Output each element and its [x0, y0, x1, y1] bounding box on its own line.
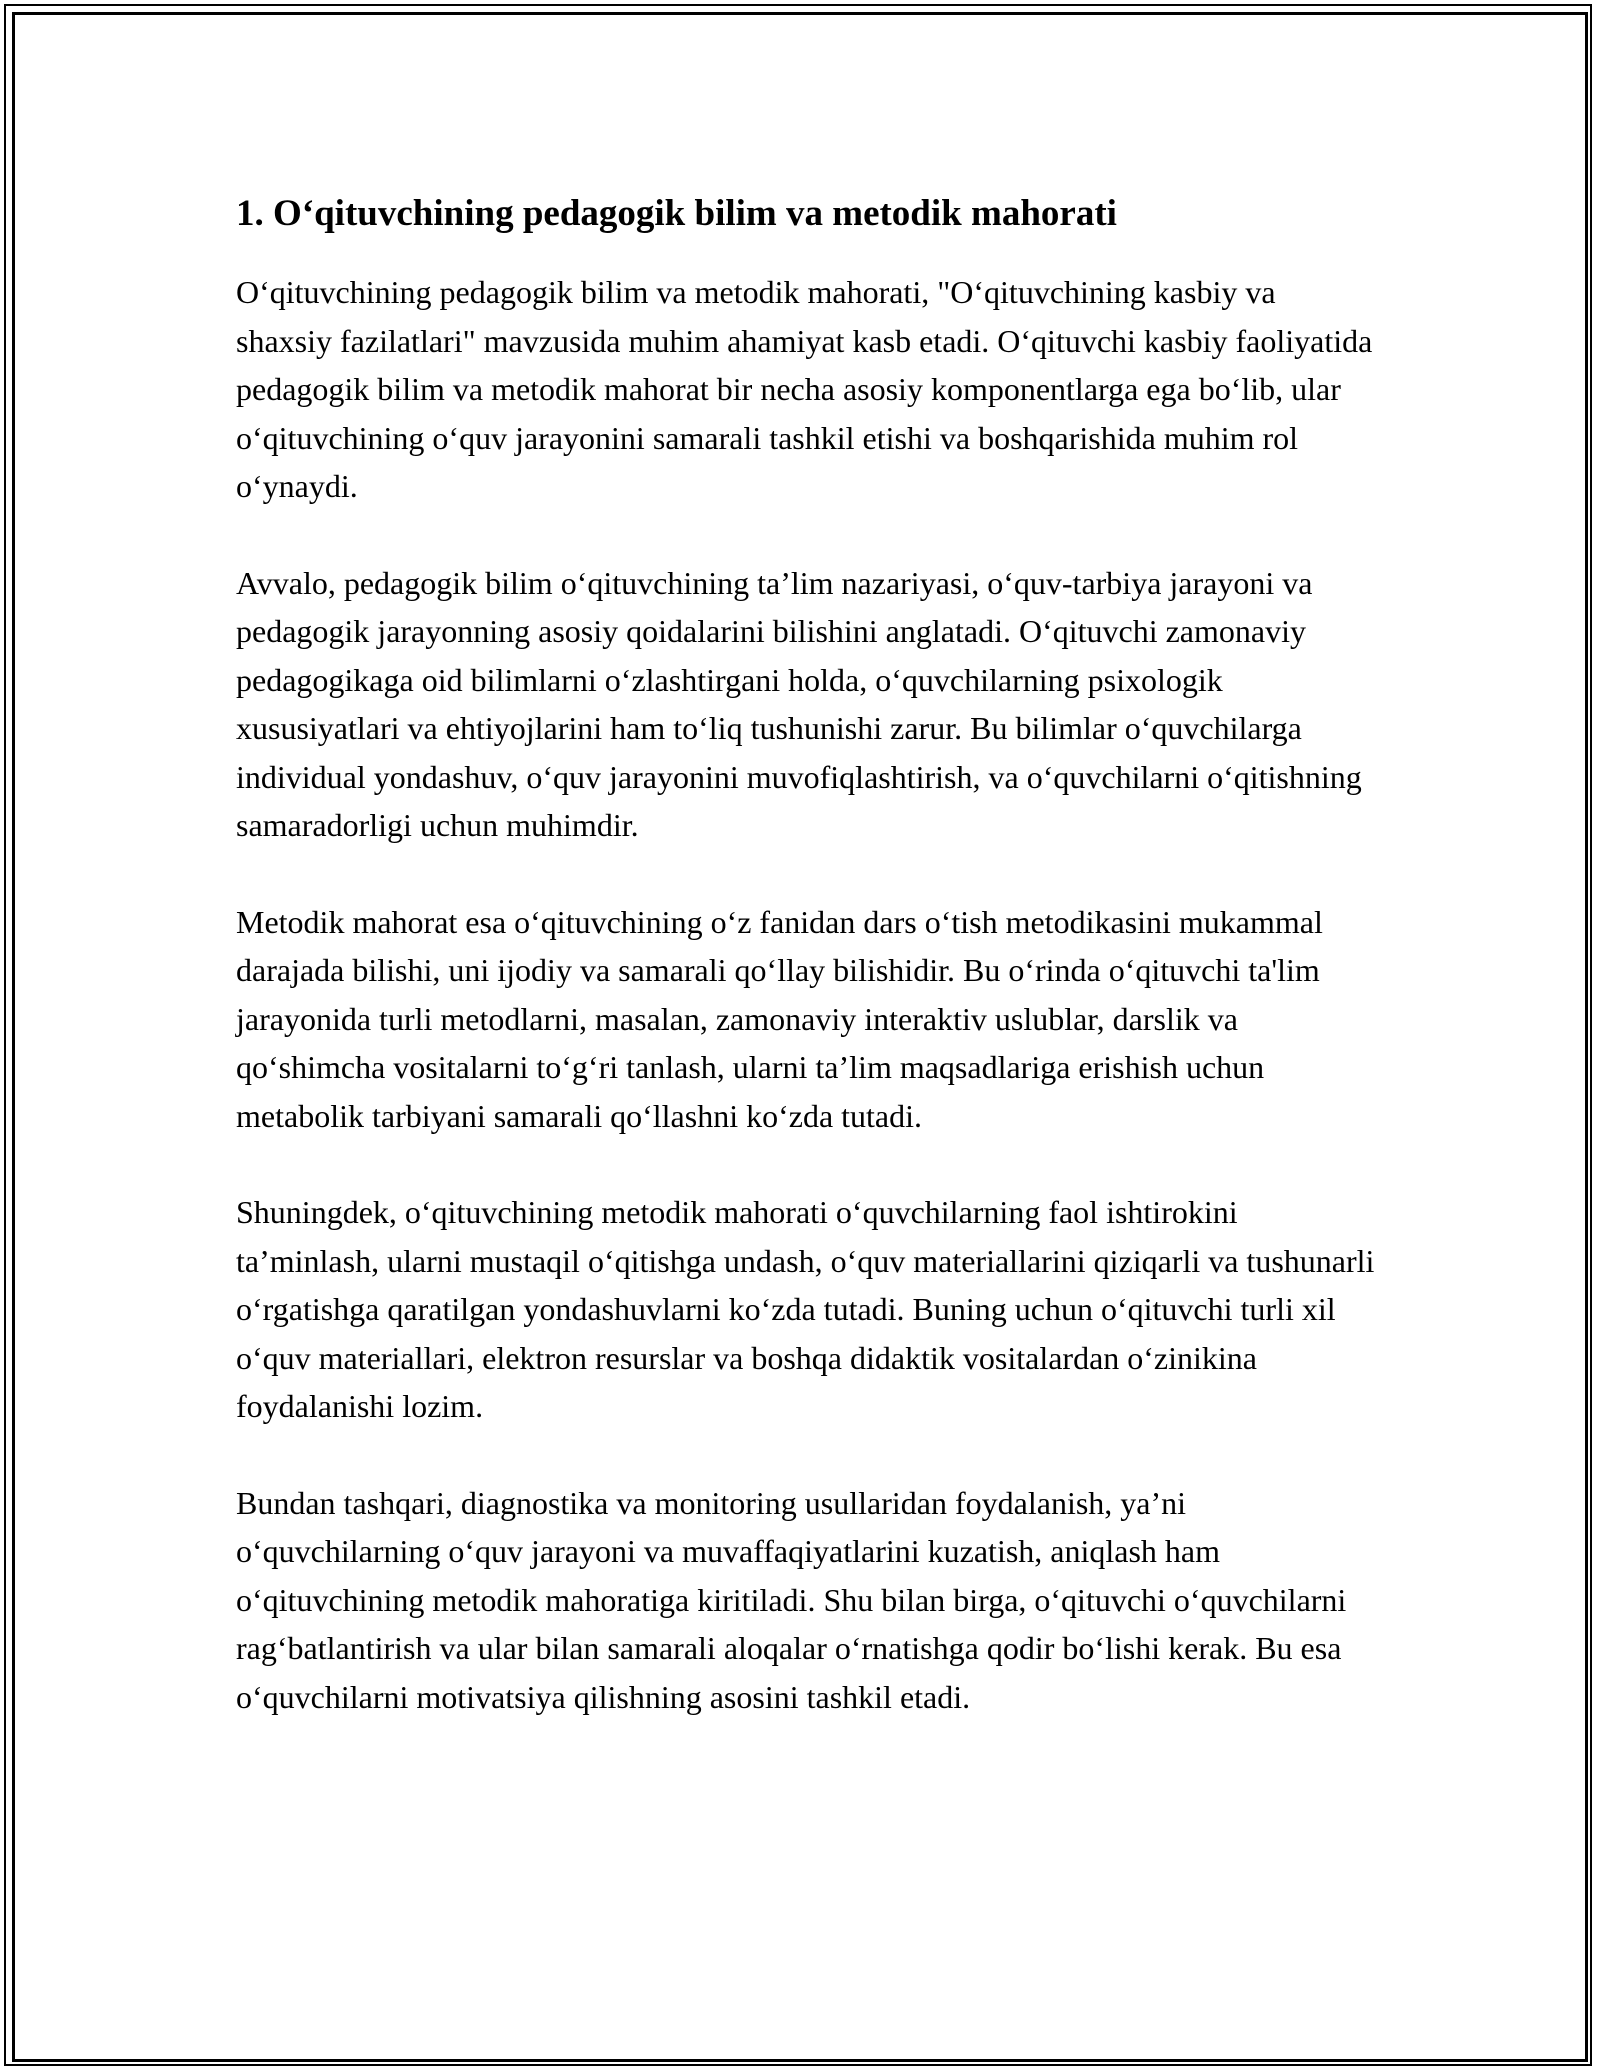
section-heading: 1. O‘qituvchining pedagogik bilim va metodik mahorati	[236, 193, 1117, 234]
document-body	[236, 186, 1376, 1721]
paragraph-3: Metodik mahorat esa o‘qituvchining o‘z fanidan dars o‘tish metodikasini mukammal darajada bilishi, uni ijodiy va samarali qo‘llay bilishidir. Bu o‘rinda o‘qituvchi ta'lim jarayonida turli metodlarni, masalan, zamonaviy interaktiv uslublar, darslik va qo‘shimcha vositalarni to‘g‘ri tanlash, ularni ta’lim maqsadlariga erishish uchun metabolik tarbiyani samarali qo‘llashni ko‘zda tutadi.	[236, 903, 1323, 1134]
paragraph-5: Bundan tashqari, diagnostika va monitoring usullaridan foydalanish, ya’ni o‘quvchilarning o‘quv jarayoni va muvaffaqiyatlarini kuzatish, aniqlash ham o‘qituvchining metodik mahoratiga kiritiladi. Shu bilan birga, o‘qituvchi o‘quvchilarni rag‘batlantirish va ular bilan samarali aloqalar o‘rnatishga qodir bo‘lishi kerak. Bu esa o‘quvchilarni motivatsiya qilishning asosini tashkil etadi.	[236, 1484, 1347, 1715]
paragraph-2: Avvalo, pedagogik bilim o‘qituvchining ta’lim nazariyasi, o‘quv-tarbiya jarayoni va pedagogik jarayonning asosiy qoidalarini bilishini anglatadi. O‘qituvchi zamonaviy pedagogikaga oid bilimlarni o‘zlashtirgani holda, o‘quvchilarning psixologik xususiyatlari va ehtiyojlarini ham to‘liq tushunishi zarur. Bu bilimlar o‘quvchilarga individual yondashuv, o‘quv jarayonini muvofiqlashtirish, va o‘quvchilarni o‘qitishning samaradorligi uchun muhimdir.	[236, 564, 1362, 843]
paragraph-4: Shuningdek, o‘qituvchining metodik mahorati o‘quvchilarning faol ishtirokini ta’minlash, ularni mustaqil o‘qitishga undash, o‘quv materiallarini qiziqarli va tushunarli o‘rgatishga qaratilgan yondashuvlarni ko‘zda tutadi. Buning uchun o‘qituvchi turli xil o‘quv materiallari, elektron resurslar va boshqa didaktik vositalardan o‘zinikina foydalanishi lozim.	[236, 1194, 1375, 1424]
paragraph-1: O‘qituvchining pedagogik bilim va metodik mahorati, "O‘qituvchining kasbiy va shaxsiy fazilatlari" mavzusida muhim ahamiyat kasb etadi. O‘qituvchi kasbiy faoliyatida pedagogik bilim va metodik mahorat bir necha asosiy komponentlarga ega bo‘lib, ular o‘qituvchining o‘quv jarayonini samarali tashkil etishi va boshqarishida muhim rol o‘ynaydi.	[236, 274, 1373, 504]
